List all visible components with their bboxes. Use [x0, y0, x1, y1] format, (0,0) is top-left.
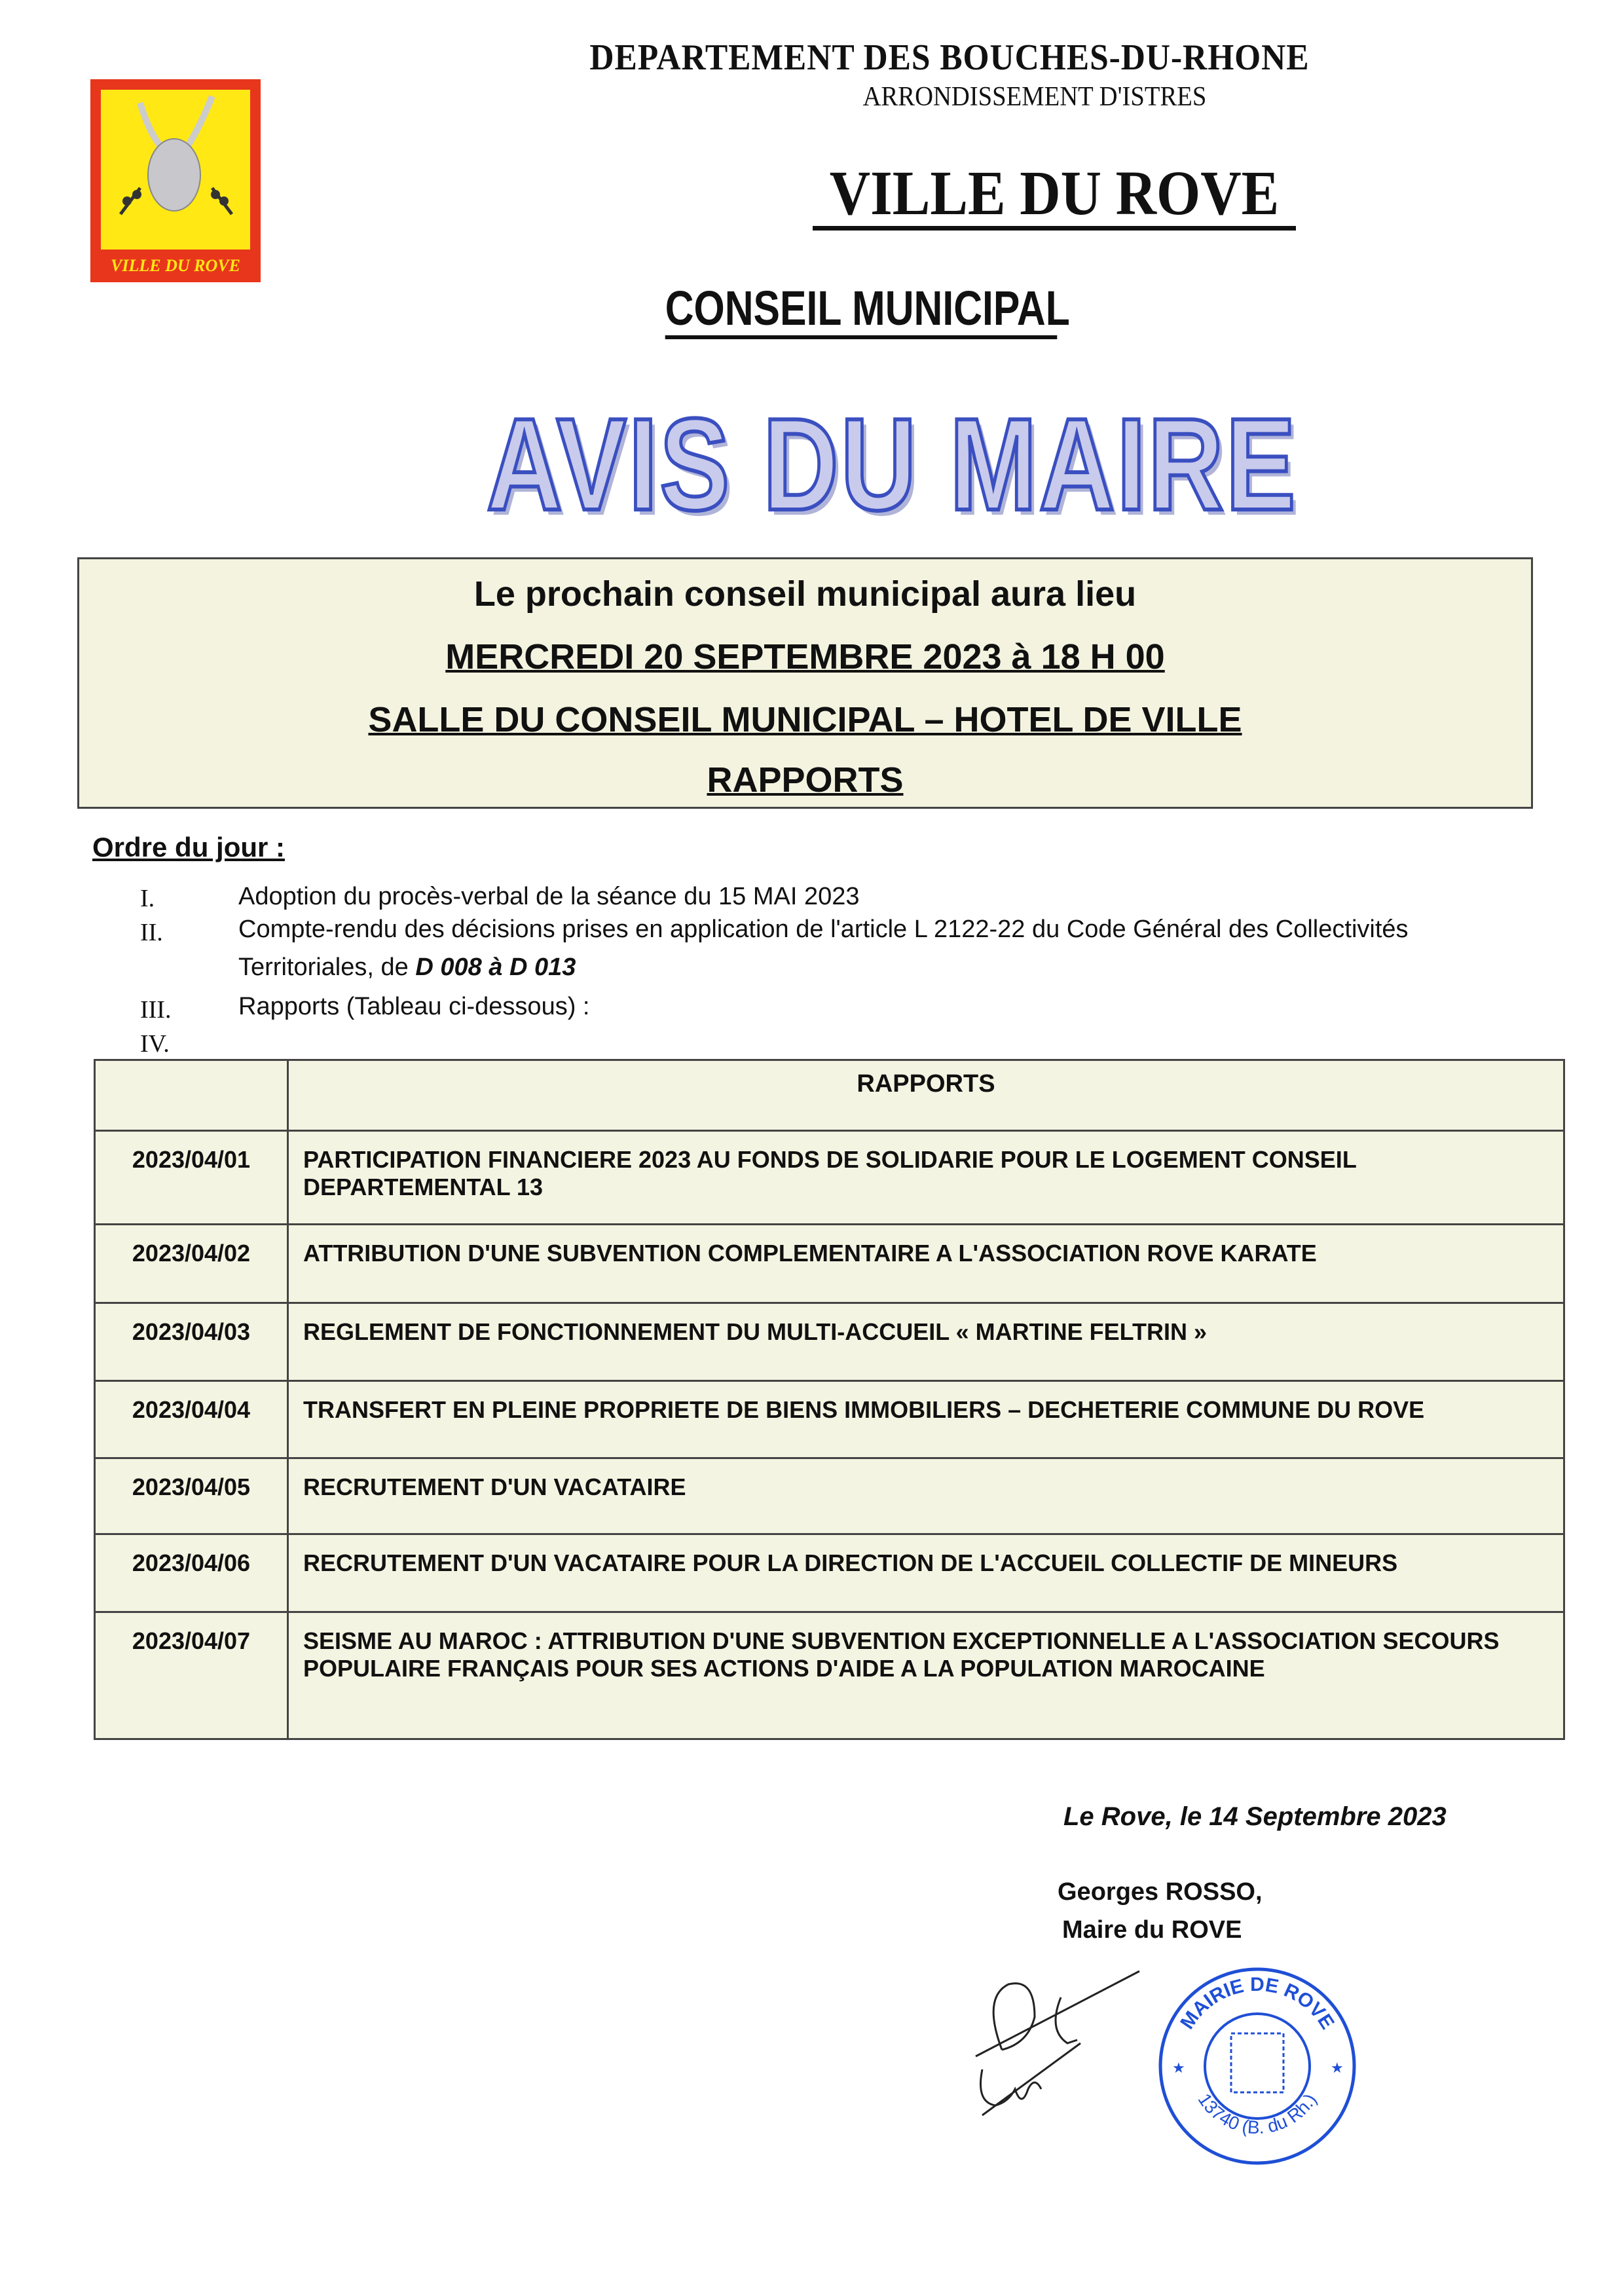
- agenda-number: IV.: [140, 1030, 170, 1058]
- report-id: 2023/04/05: [95, 1458, 288, 1534]
- agenda-item-text: Territoriales, de: [238, 954, 416, 981]
- agenda-item-continuation: [238, 954, 576, 982]
- stamp-bottom-text: 13740 (B. du Rh.): [1194, 2090, 1321, 2138]
- reports-table: [94, 1059, 1565, 1740]
- report-title: RECRUTEMENT D'UN VACATAIRE POUR LA DIRECTION DE L'ACCUEIL COLLECTIF DE MINEURS: [288, 1534, 1564, 1612]
- city-heading: VILLE DU ROVE: [813, 160, 1296, 231]
- stamp-star-icon: ★: [1172, 2060, 1185, 2077]
- report-id: 2023/04/07: [95, 1612, 288, 1739]
- agenda-item: Adoption du procès-verbal de la séance du 15 MAI 2023: [238, 883, 860, 910]
- report-id: 2023/04/02: [95, 1225, 288, 1303]
- handwritten-signature: [963, 1958, 1159, 2122]
- agenda-title: Ordre du jour :: [92, 832, 285, 862]
- agenda-number: III.: [140, 996, 172, 1024]
- mayor-title: Maire du ROVE: [1062, 1916, 1242, 1944]
- official-stamp: [1153, 1961, 1362, 2171]
- meeting-reports-label: RAPPORTS: [707, 760, 904, 800]
- report-title: ATTRIBUTION D'UNE SUBVENTION COMPLEMENTAIRE A L'ASSOCIATION ROVE KARATE: [288, 1225, 1564, 1303]
- table-row: [95, 1225, 1564, 1303]
- city-logo: [90, 79, 261, 282]
- report-id: 2023/04/06: [95, 1534, 288, 1612]
- report-title: REGLEMENT DE FONCTIONNEMENT DU MULTI-ACCUEIL « MARTINE FELTRIN »: [288, 1303, 1564, 1381]
- table-row: [95, 1458, 1564, 1534]
- department-heading: DEPARTEMENT DES BOUCHES-DU-RHONE: [589, 37, 1310, 78]
- report-id: 2023/04/03: [95, 1303, 288, 1381]
- table-row: [95, 1381, 1564, 1458]
- table-row: [95, 1131, 1564, 1225]
- table-row: [95, 1534, 1564, 1612]
- table-header-reports: RAPPORTS: [288, 1060, 1564, 1131]
- agenda-number: I.: [140, 885, 155, 912]
- table-header-row: [95, 1060, 1564, 1131]
- agenda-item: Compte-rendu des décisions prises en application de l'article L 2122-22 du Code Général des Collectivités: [238, 916, 1409, 943]
- report-id: 2023/04/01: [95, 1131, 288, 1225]
- decision-range: D 008 à D 013: [415, 954, 576, 981]
- meeting-date: MERCREDI 20 SEPTEMBRE 2023 à 18 H 00: [445, 637, 1165, 676]
- arrondissement-heading: ARRONDISSEMENT D'ISTRES: [862, 82, 1207, 112]
- notice-title: AVIS DU MAIRE: [487, 392, 1298, 538]
- agenda-item: Rapports (Tableau ci-dessous) :: [238, 993, 590, 1020]
- logo-caption: VILLE DU ROVE: [111, 256, 240, 275]
- meeting-intro: Le prochain conseil municipal aura lieu: [473, 574, 1137, 614]
- council-heading: CONSEIL MUNICIPAL: [665, 282, 1058, 339]
- table-header-empty: [95, 1060, 288, 1131]
- meeting-info-box: [77, 557, 1533, 809]
- goat-emblem-icon: [101, 90, 250, 250]
- table-row: [95, 1612, 1564, 1739]
- signature-date: Le Rove, le 14 Septembre 2023: [1063, 1802, 1447, 1831]
- mayor-name: Georges ROSSO,: [1058, 1878, 1263, 1906]
- agenda-number: II.: [140, 919, 163, 946]
- report-id: 2023/04/04: [95, 1381, 288, 1458]
- stamp-top-text: MAIRIE DE ROVE: [1176, 1974, 1338, 2033]
- report-title: PARTICIPATION FINANCIERE 2023 AU FONDS DE SOLIDARIE POUR LE LOGEMENT CONSEIL DEPARTEMENTAL 13: [288, 1131, 1564, 1225]
- table-row: [95, 1303, 1564, 1381]
- stamp-star-icon: ★: [1331, 2060, 1344, 2077]
- report-title: TRANSFERT EN PLEINE PROPRIETE DE BIENS IMMOBILIERS – DECHETERIE COMMUNE DU ROVE: [288, 1381, 1564, 1458]
- meeting-location: SALLE DU CONSEIL MUNICIPAL – HOTEL DE VILLE: [368, 700, 1242, 739]
- report-title: SEISME AU MAROC : ATTRIBUTION D'UNE SUBVENTION EXCEPTIONNELLE A L'ASSOCIATION SECOURS POPULAIRE FRANÇAIS POUR SES ACTIONS D'AIDE A LA POPULATION MAROCAINE: [288, 1612, 1564, 1739]
- report-title: RECRUTEMENT D'UN VACATAIRE: [288, 1458, 1564, 1534]
